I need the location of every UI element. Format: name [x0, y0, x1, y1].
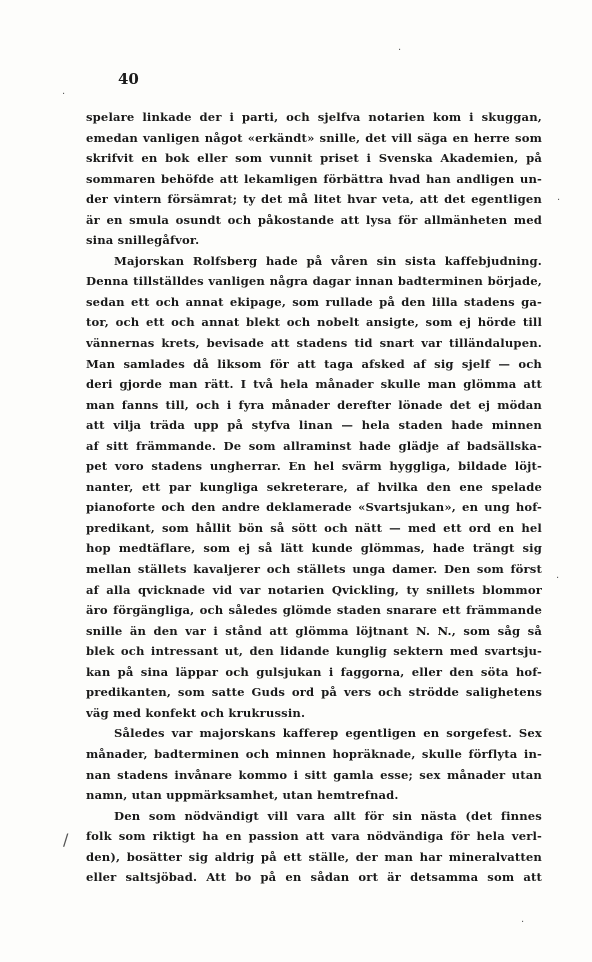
text-line: sina snillegåfvor. — [86, 233, 200, 248]
text-line: pet voro stadens ungherrar. En hel svärm hyggliga, bildade löjt- — [86, 459, 542, 474]
text-line: predikanten, som satte Guds ord på vers och strödde salighetens — [86, 685, 542, 700]
text-line: der vintern försämrat; ty det må litet hvar veta, att det egentligen — [86, 192, 542, 207]
stray-mark: · — [557, 195, 561, 206]
text-line: namn, utan uppmärksamhet, utan hemtrefnad. — [86, 788, 399, 803]
text-line: snille än den var i stånd att glömma löjtnant N. N., som såg så — [86, 623, 542, 638]
text-line: af sitt främmande. De som allraminst hade glädje af badsällska- — [86, 438, 542, 453]
text-line: Således var majorskans kafferep egentligen en sorgefest. Sex — [114, 726, 542, 741]
text-line: väg med konfekt och krukrussin. — [86, 705, 306, 720]
text-line: Man samlades då liksom för att taga afsked af sig sjelf — och — [86, 356, 542, 371]
stray-mark: · — [398, 45, 402, 56]
text-line: den), bosätter sig aldrig på ett ställe, der man har mineralvatten — [86, 849, 542, 864]
text-line: folk som riktigt ha en passion att vara nödvändiga för hela verl- — [86, 829, 542, 844]
body-text — [86, 107, 542, 888]
text-line: spelare linkade der i parti, och sjelfva notarien kom i skuggan, — [86, 110, 542, 124]
page-number: 40 — [118, 70, 139, 88]
text-line: eller saltsjöbad. Att bo på en sådan ort är detsamma som att — [86, 870, 542, 885]
stray-mark: · — [556, 573, 560, 584]
text-line: af alla qvicknade vid var notarien Qvickling, ty snillets blommor — [86, 582, 542, 597]
text-line: predikant, som hållit bön så sött och nätt — med ett ord en hel — [86, 520, 542, 535]
text-line: tor, och ett och annat blekt och nobelt ansigte, som ej hörde till — [86, 315, 542, 330]
text-line: nanter, ett par kungliga sekreterare, af hvilka den ene spelade — [86, 479, 542, 494]
text-line: sedan ett och annat ekipage, som rullade på den lilla stadens ga- — [86, 294, 542, 309]
text-line: Denna tillställdes vanligen några dagar innan badterminen började, — [86, 274, 542, 289]
text-line: Majorskan Rolfsberg hade på våren sin sista kaffebjudning. — [114, 253, 542, 268]
text-line: pianoforte och den andre deklamerade «Svartsjukan», en ung hof- — [86, 500, 542, 515]
text-line: man fanns till, och i fyra månader derefter lönade det ej mödan — [86, 397, 542, 412]
text-line: deri gjorde man rätt. I två hela månader skulle man glömma att — [86, 377, 542, 392]
stray-mark: / — [63, 830, 69, 849]
text-line: Den som nödvändigt vill vara allt för sin nästa (det finnes — [114, 808, 542, 823]
text-line: är en smula osundt och påkostande att lysa för allmänheten med — [86, 212, 542, 227]
stray-mark: · — [62, 89, 66, 100]
text-line: att vilja träda upp på styfva linan — hela staden hade minnen — [86, 418, 542, 433]
text-line: äro förgängliga, och således glömde staden snarare ett främmande — [86, 603, 542, 618]
text-line: nan stadens invånare kommo i sitt gamla esse; sex månader utan — [86, 767, 542, 782]
stray-mark: · — [521, 917, 525, 928]
text-line: sommaren behöfde att lekamligen förbättra hvad han andligen un- — [86, 171, 542, 186]
text-line: kan på sina läppar och gulsjukan i faggorna, eller den söta hof- — [86, 664, 542, 679]
text-line: månader, badterminen och minnen hopräknade, skulle förflyta in- — [86, 746, 542, 761]
text-line: emedan vanligen något «erkändt» snille, det vill säga en herre som — [86, 130, 542, 145]
text-line: skrifvit en bok eller som vunnit priset i Svenska Akademien, på — [86, 151, 542, 166]
text-line: blek och intressant ut, den lidande kunglig sektern med svartsju- — [86, 644, 542, 659]
text-line: mellan ställets kavaljerer och ställets unga damer. Den som först — [86, 562, 542, 577]
text-line: vännernas krets, bevisade att stadens tid snart var tilländalupen. — [86, 336, 542, 351]
text-line: hop medtäflare, som ej så lätt kunde glömmas, hade trängt sig — [86, 541, 542, 556]
